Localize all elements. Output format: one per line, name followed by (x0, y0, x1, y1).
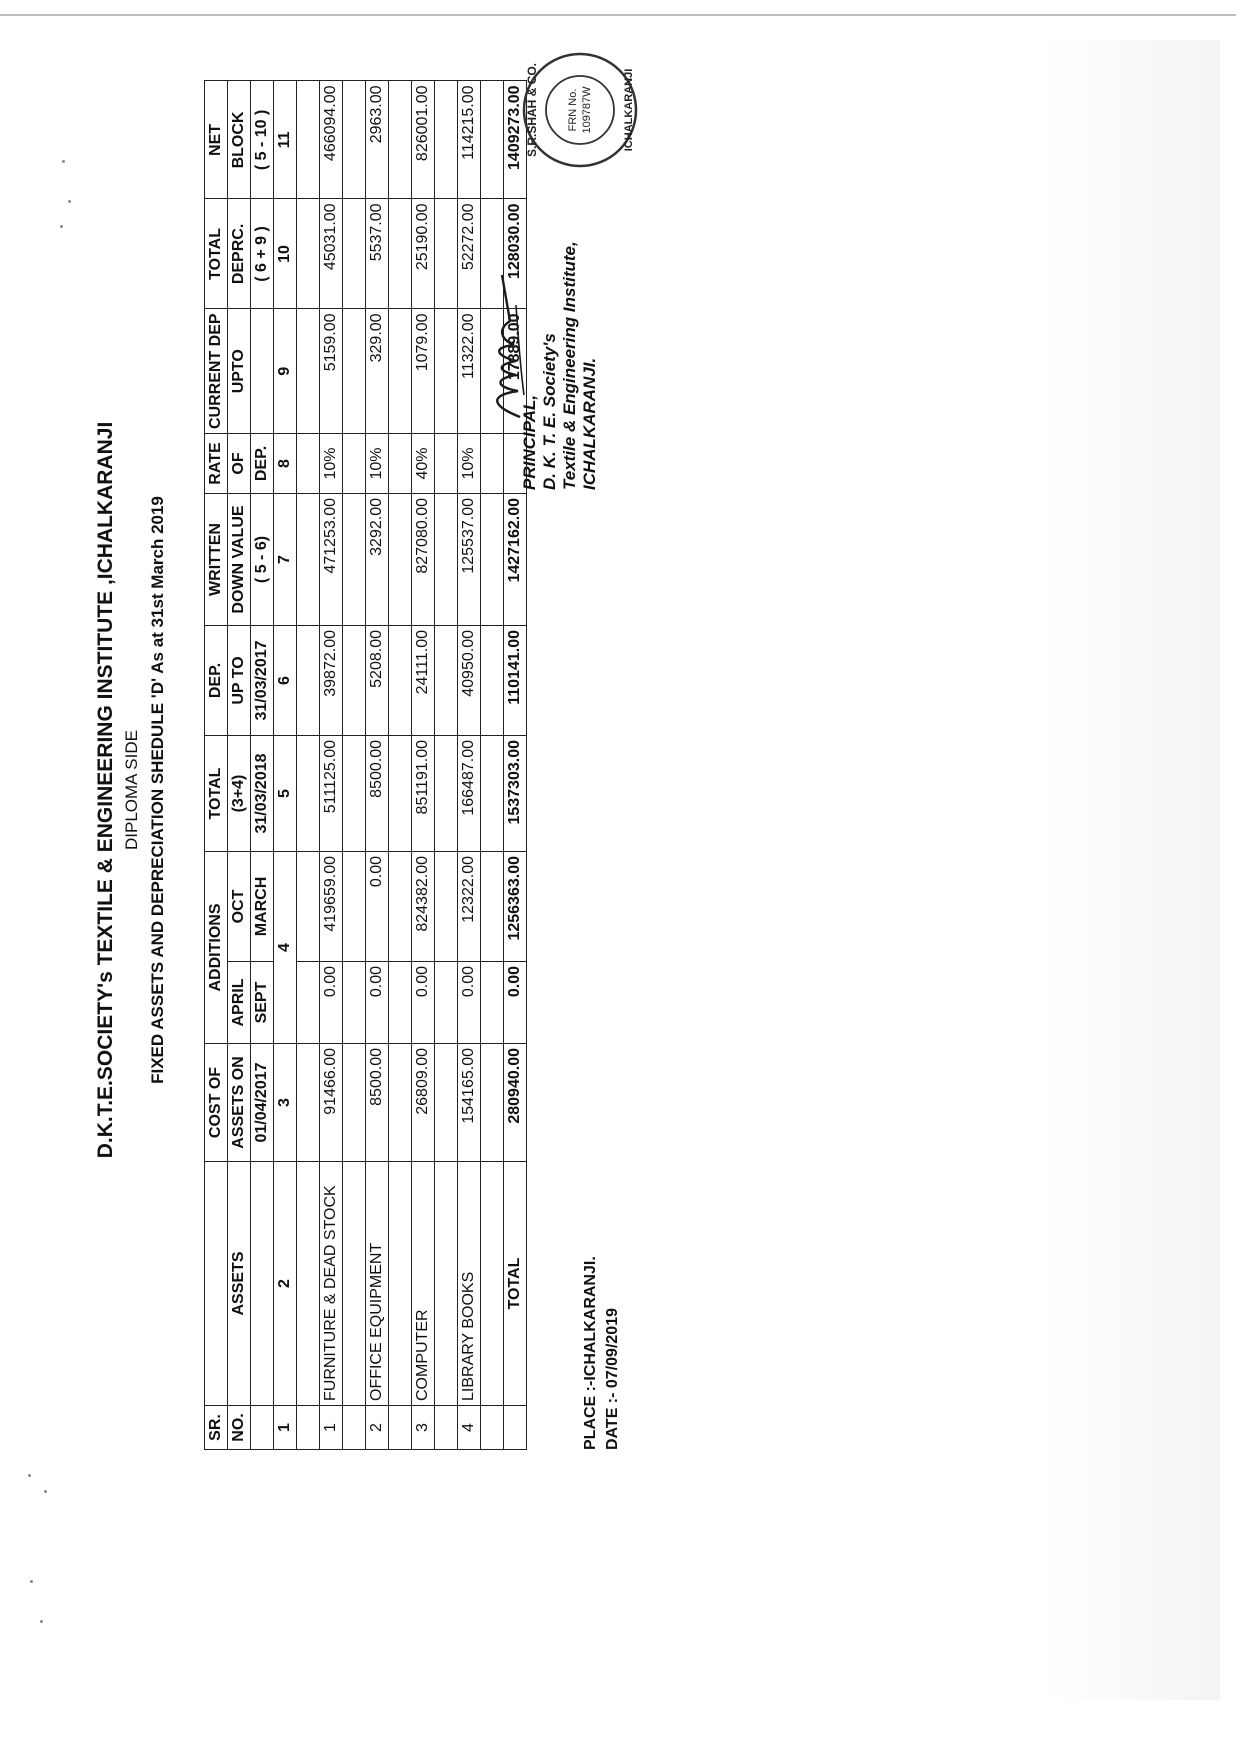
cell-rate: 10% (320, 434, 343, 494)
col-header: 31/03/2017 (251, 626, 274, 736)
scan-speck (30, 1580, 33, 1583)
scan-top-edge (0, 14, 1236, 16)
side-title: DIPLOMA SIDE (122, 730, 141, 850)
depreciation-table (204, 80, 527, 1450)
cell-current-dep: 11322.00 (458, 309, 481, 434)
principal-institute: Textile & Engineering Institute, (560, 241, 579, 490)
cell-sr: 1 (320, 1406, 343, 1450)
col-header (251, 1162, 274, 1406)
col-header: BLOCK (228, 81, 251, 199)
col-header (205, 1162, 228, 1406)
scan-speck (40, 1620, 43, 1623)
cell-add-apr-sep: 0.00 (412, 962, 435, 1044)
auditor-stamp (520, 50, 640, 170)
cell-total: 851191.00 (412, 736, 435, 852)
spacer-row (389, 81, 412, 1450)
header-row-numbers (274, 81, 297, 1450)
col-header: OCT (228, 852, 251, 962)
col-header (251, 1406, 274, 1450)
institute-title: D.K.T.E.SOCIETY's TEXTILE & ENGINEERING INSTITUTE ,ICHALKARANJI (94, 421, 117, 1159)
col-number: 10 (274, 199, 297, 309)
col-header: UPTO (228, 309, 251, 434)
header-row-3 (251, 81, 274, 1450)
scan-speck (62, 160, 65, 163)
cell-total-dep: 5537.00 (366, 199, 389, 309)
col-number: 6 (274, 626, 297, 736)
cell-rate: 10% (458, 434, 481, 494)
col-header: UP TO (228, 626, 251, 736)
place-text: PLACE :-ICHALKARANJI. (582, 1256, 599, 1450)
cell-cost: 26809.00 (412, 1044, 435, 1162)
cell-net-block: 826001.00 (412, 81, 435, 199)
col-header: TOTAL (205, 199, 228, 309)
cell-asset: FURNITURE & DEAD STOCK (320, 1162, 343, 1406)
table-row (366, 81, 389, 1450)
col-header: COST OF (205, 1044, 228, 1162)
principal-city: ICHALKARANJI. (580, 357, 599, 490)
cell-total-dep: 45031.00 (320, 199, 343, 309)
col-number: 11 (274, 81, 297, 199)
total-total: 1537303.00 (504, 736, 527, 852)
principal-title: PRINCIPAL, (520, 394, 539, 490)
total-add-oct-mar: 1256363.00 (504, 852, 527, 962)
col-header: ( 6 + 9 ) (251, 199, 274, 309)
col-header: (3+4) (228, 736, 251, 852)
table-row (320, 81, 343, 1450)
col-number: 1 (274, 1406, 297, 1450)
principal-society: D. K. T. E. Society's (540, 333, 559, 490)
cell-cost: 91466.00 (320, 1044, 343, 1162)
total-cost: 280940.00 (504, 1044, 527, 1162)
stamp-frn-label: FRN No. (567, 88, 579, 132)
cell-cost: 154165.00 (458, 1044, 481, 1162)
cell-total: 511125.00 (320, 736, 343, 852)
cell-net-block: 114215.00 (458, 81, 481, 199)
stamp-frn: 109787W (581, 86, 593, 134)
col-header: DEPRC. (228, 199, 251, 309)
col-header (251, 309, 274, 434)
header-row-2 (228, 81, 251, 1450)
scan-speck (60, 225, 63, 228)
stamp-firm: S.R.SHAH & CO. (525, 62, 539, 158)
total-current-dep: 17889.00 (504, 309, 527, 434)
col-header: SR. (205, 1406, 228, 1450)
col-number: 8 (274, 434, 297, 494)
cell-asset: COMPUTER (412, 1162, 435, 1406)
cell-dep-upto: 40950.00 (458, 626, 481, 736)
cell-cost: 8500.00 (366, 1044, 389, 1162)
header-row-1 (205, 81, 228, 1450)
cell-rate: 10% (366, 434, 389, 494)
cell-current-dep: 5159.00 (320, 309, 343, 434)
date-text: DATE :- 07/09/2019 (604, 1308, 621, 1450)
cell-add-oct-mar: 419659.00 (320, 852, 343, 962)
col-header: CURRENT DEP (205, 309, 228, 434)
cell-sr (504, 1406, 527, 1450)
principal-block (520, 230, 600, 490)
col-number: 7 (274, 494, 297, 626)
cell-net-block: 466094.00 (320, 81, 343, 199)
cell-total-dep: 52272.00 (458, 199, 481, 309)
schedule-document (80, 62, 640, 1500)
cell-wdv: 3292.00 (366, 494, 389, 626)
cell-add-oct-mar: 12322.00 (458, 852, 481, 962)
col-number: 5 (274, 736, 297, 852)
col-header: APRIL (228, 962, 251, 1044)
cell-add-oct-mar: 0.00 (366, 852, 389, 962)
spacer-row (435, 81, 458, 1450)
cell-dep-upto: 39872.00 (320, 626, 343, 736)
col-header: SEPT (251, 962, 274, 1044)
col-header: 31/03/2018 (251, 736, 274, 852)
col-header: OF (228, 434, 251, 494)
col-header: ( 5 - 10 ) (251, 81, 274, 199)
cell-add-apr-sep: 0.00 (458, 962, 481, 1044)
col-header: NO. (228, 1406, 251, 1450)
table-row (458, 81, 481, 1450)
col-header: TOTAL (205, 736, 228, 852)
col-number: 9 (274, 309, 297, 434)
document-titles (80, 80, 204, 1500)
cell-wdv: 471253.00 (320, 494, 343, 626)
cell-sr: 2 (366, 1406, 389, 1450)
col-header: 01/04/2017 (251, 1044, 274, 1162)
col-number: 3 (274, 1044, 297, 1162)
place-date-block (580, 1256, 624, 1450)
cell-total-dep: 25190.00 (412, 199, 435, 309)
cell-current-dep: 1079.00 (412, 309, 435, 434)
cell-total: 166487.00 (458, 736, 481, 852)
total-total-dep: 128030.00 (504, 199, 527, 309)
col-header: NET (205, 81, 228, 199)
cell-asset: OFFICE EQUIPMENT (366, 1162, 389, 1406)
col-header: RATE (205, 434, 228, 494)
col-number: 2 (274, 1162, 297, 1406)
total-dep-upto: 110141.00 (504, 626, 527, 736)
cell-add-oct-mar: 824382.00 (412, 852, 435, 962)
cell-wdv: 827080.00 (412, 494, 435, 626)
cell-rate: 40% (412, 434, 435, 494)
total-add-apr-sep: 0.00 (504, 962, 527, 1044)
total-label: TOTAL (504, 1162, 527, 1406)
col-header: DEP. (205, 626, 228, 736)
col-header: DEP. (251, 434, 274, 494)
cell-sr: 4 (458, 1406, 481, 1450)
spacer-row (343, 81, 366, 1450)
col-header: MARCH (251, 852, 274, 962)
cell-dep-upto: 24111.00 (412, 626, 435, 736)
col-header: ADDITIONS (205, 852, 228, 1044)
stamp-city: ICHALKARANJI (623, 68, 635, 152)
total-net-block: 1409273.00 (504, 81, 527, 199)
schedule-title: FIXED ASSETS AND DEPRECIATION SHEDULE 'D' As at 31st March 2019 (148, 496, 167, 1084)
cell-total: 8500.00 (366, 736, 389, 852)
cell-add-apr-sep: 0.00 (366, 962, 389, 1044)
cell-add-apr-sep: 0.00 (320, 962, 343, 1044)
col-header: ( 5 - 6) (251, 494, 274, 626)
total-wdv: 1427162.00 (504, 494, 527, 626)
spacer-row (297, 81, 320, 1450)
cell-asset: LIBRARY BOOKS (458, 1162, 481, 1406)
cell-dep-upto: 5208.00 (366, 626, 389, 736)
col-header: WRITTEN (205, 494, 228, 626)
scan-shadow (1040, 40, 1220, 1700)
scan-speck (44, 1490, 47, 1493)
col-number: 4 (274, 852, 297, 1044)
scan-speck (68, 200, 71, 203)
table-row (412, 81, 435, 1450)
scan-speck (28, 1474, 31, 1477)
col-header: ASSETS ON (228, 1044, 251, 1162)
col-header: DOWN VALUE (228, 494, 251, 626)
cell-net-block: 2963.00 (366, 81, 389, 199)
cell-wdv: 125537.00 (458, 494, 481, 626)
cell-current-dep: 329.00 (366, 309, 389, 434)
col-header: ASSETS (228, 1162, 251, 1406)
cell-sr: 3 (412, 1406, 435, 1450)
